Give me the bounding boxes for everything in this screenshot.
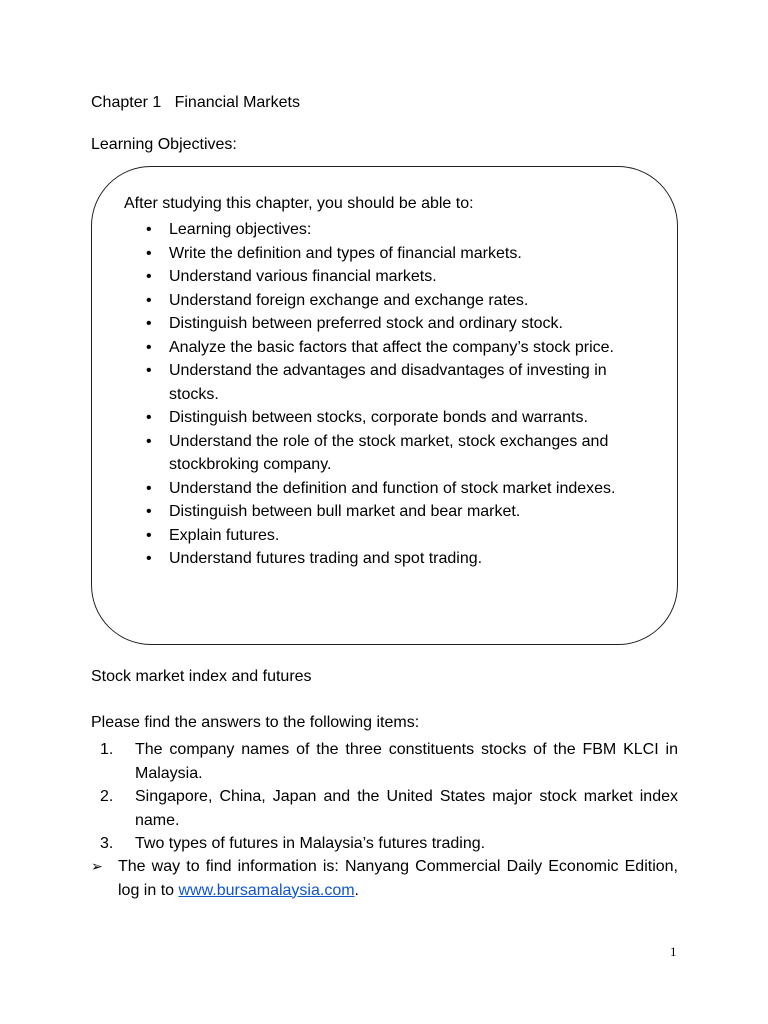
objective-item <box>146 242 646 266</box>
bullet-icon: • <box>146 244 152 262</box>
objective-item <box>146 524 646 548</box>
objective-item <box>146 500 646 524</box>
bullet-icon: • <box>146 338 152 356</box>
objective-text: Analyze the basic factors that affect the company’s stock price. <box>169 338 614 356</box>
objective-item <box>146 477 646 501</box>
learning-objectives-heading: Learning Objectives: <box>91 136 237 153</box>
objective-item <box>146 406 646 430</box>
objective-text: Distinguish between stocks, corporate bonds and warrants. <box>169 409 588 426</box>
item-text: The company names of the three constituents stocks of the FBM KLCI in Malaysia. <box>135 741 678 782</box>
bullet-icon: • <box>146 268 152 285</box>
bullet-icon: • <box>146 432 152 450</box>
objective-text: Understand the role of the stock market, stock exchanges and stockbroking company. <box>169 432 609 473</box>
bullet-icon: • <box>146 315 152 332</box>
section-intro: Please find the answers to the following items: <box>91 714 420 731</box>
question-item <box>100 832 678 856</box>
bursa-malaysia-link[interactable]: www.bursamalaysia.com <box>178 881 355 899</box>
bullet-icon: • <box>146 409 152 426</box>
objective-text: Learning objectives: <box>169 221 312 238</box>
question-item <box>100 785 678 832</box>
objective-item <box>146 547 646 571</box>
objective-item <box>146 359 646 406</box>
objective-text: Understand foreign exchange and exchange rates. <box>169 291 529 309</box>
arrow-bullet-icon: ➢ <box>91 858 103 874</box>
item-number: 1. <box>100 741 114 758</box>
item-number: 3. <box>100 835 114 852</box>
objectives-list <box>146 218 646 571</box>
objective-text: Understand the definition and function of stock market indexes. <box>169 479 616 497</box>
bullet-icon: • <box>146 526 152 544</box>
objective-text: Explain futures. <box>169 526 280 544</box>
item-text: Two types of futures in Malaysia’s futures trading. <box>135 835 486 852</box>
objective-text: Understand various financial markets. <box>169 268 437 285</box>
objective-item <box>146 430 646 477</box>
question-item <box>100 738 678 785</box>
objective-text: Write the definition and types of financial markets. <box>169 244 522 262</box>
bullet-icon: • <box>146 221 152 238</box>
objective-text: Distinguish between bull market and bear market. <box>169 503 521 520</box>
page-number: 1 <box>670 944 677 959</box>
bullet-icon: • <box>146 503 152 520</box>
bullet-icon: • <box>146 362 152 379</box>
bullet-icon: • <box>146 550 152 567</box>
source-text: The way to find information is: Nanyang Commercial Daily Economic Edition, log in to <box>118 858 678 899</box>
source-note <box>91 855 678 902</box>
section-heading: Stock market index and futures <box>91 668 312 685</box>
source-suffix: . <box>354 881 359 899</box>
item-text: Singapore, China, Japan and the United States major stock market index name. <box>135 788 678 829</box>
objective-item <box>146 289 646 313</box>
objective-text: Understand the advantages and disadvantages of investing in stocks. <box>169 362 607 403</box>
objective-item <box>146 312 646 336</box>
chapter-title: Chapter 1 Financial Markets <box>91 94 300 111</box>
bullet-icon: • <box>146 479 152 497</box>
question-list <box>100 738 678 856</box>
bullet-icon: • <box>146 291 152 309</box>
objective-item <box>146 265 646 289</box>
objective-text: Distinguish between preferred stock and ordinary stock. <box>169 315 563 332</box>
objectives-intro: After studying this chapter, you should be able to: <box>124 195 474 212</box>
objective-text: Understand futures trading and spot trading. <box>169 550 483 567</box>
item-number: 2. <box>100 788 114 805</box>
objective-item <box>146 218 646 242</box>
objective-item <box>146 336 646 360</box>
